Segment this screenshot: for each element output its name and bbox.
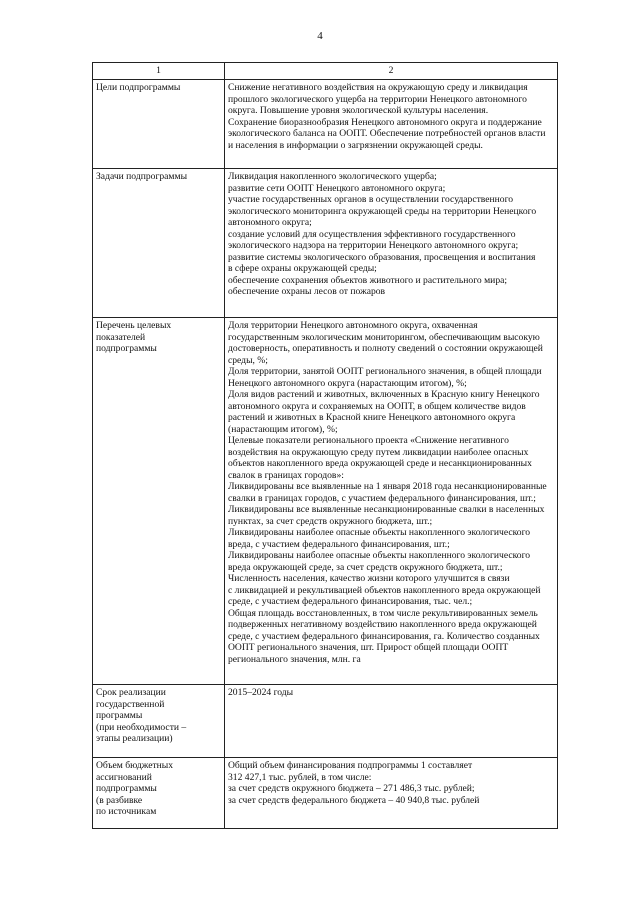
text-line: воздействия на окружающую среду путем ликвидации наиболее опасных xyxy=(228,446,529,458)
text-line: государственным экологическим мониторингом, обеспечивающим высокую xyxy=(228,331,540,343)
table-row xyxy=(93,758,558,829)
label-text: (в разбивке xyxy=(96,794,143,806)
row-content-indicators xyxy=(225,318,558,685)
label-text: показателей xyxy=(96,331,146,343)
table-header-row xyxy=(93,63,558,80)
text-line: (нарастающим итогом), %; xyxy=(228,423,338,435)
text-line: 312 427,1 тыс. рублей, в том числе: xyxy=(228,771,372,783)
label-text: Задачи подпрограммы xyxy=(96,171,188,182)
text-line: Ликвидированы наиболее опасные объекты накопленного экологического xyxy=(228,550,531,561)
table-row xyxy=(93,318,558,685)
label-text: Срок реализации xyxy=(96,687,166,698)
text-line: развитие системы экологического образования, просвещения и воспитания xyxy=(228,251,536,263)
text-line: свалок в границах городов»: xyxy=(228,469,344,481)
text-line: участие государственных органов в осуществлении государственного xyxy=(228,194,514,205)
label-text: программы xyxy=(96,710,143,721)
label-text: Цели подпрограммы xyxy=(96,82,181,93)
text-line: вреда окружающей среде, за счет средств окружного бюджета, шт.; xyxy=(228,561,503,573)
label-text: подпрограммы xyxy=(96,343,157,354)
text-line: обеспечение охраны лесов от пожаров xyxy=(228,286,386,297)
text-line: Ликвидация накопленного экологического ущерба; xyxy=(228,171,437,182)
text-line: ООПТ регионального значения, шт. Прирост общей площади ООПТ xyxy=(228,642,509,653)
text-line: в сфере охраны окружающей среды; xyxy=(228,263,377,274)
row-content-period xyxy=(225,685,558,758)
text-line: Сохранение биоразнообразия Ненецкого автономного округа и поддержание xyxy=(228,116,542,128)
text-line: с ликвидацией и рекультивацией объектов накопленного вреда окружающей xyxy=(228,584,541,596)
text-line: Доля видов растений и животных, включенных в Красную книгу Ненецкого xyxy=(228,389,540,400)
text-line: Ликвидированы все выявленные несанкционированные свалки в населенных xyxy=(228,504,545,515)
page-number: 4 xyxy=(317,30,323,42)
text-line: создание условий для осуществления эффективного государственного xyxy=(228,228,516,240)
row-label-goals xyxy=(93,80,225,169)
text-line: растений и животных в Красной книге Ненецкого автономного округа xyxy=(228,412,516,423)
text-line: и населения в информации о загрязнении окружающей среды. xyxy=(228,139,483,151)
text-line: Доля территории, занятой ООПТ регионального значения, в общей площади xyxy=(228,366,542,377)
row-label-tasks xyxy=(93,169,225,318)
text-line: округа. Повышение уровня экологической культуры населения. xyxy=(228,105,489,116)
table-row xyxy=(93,685,558,758)
row-label-budget xyxy=(93,758,225,829)
text-line: Общая площадь восстановленных, в том числе рекультивированных земель xyxy=(228,607,538,619)
text-line: среде, с участием федерального финансирования, га. Количество созданных xyxy=(228,630,540,642)
label-text: (при необходимости – xyxy=(96,721,187,733)
row-content-budget xyxy=(225,758,558,829)
text-line: Ликвидированы наиболее опасные объекты накопленного экологического xyxy=(228,527,531,538)
column-header-1: 1 xyxy=(93,63,225,80)
table-row xyxy=(93,169,558,318)
text-line: среде, с участием федерального финансирования, тыс. чел.; xyxy=(228,596,473,607)
row-label-indicators xyxy=(93,318,225,685)
label-text: ассигнований xyxy=(96,771,152,783)
label-text: государственной xyxy=(96,698,165,710)
column-header-2: 2 xyxy=(225,63,558,80)
text-line: свалки в границах городов, с участием федерального финансирования, шт.; xyxy=(228,492,536,504)
table-row xyxy=(93,80,558,169)
row-content-goals xyxy=(225,80,558,169)
text-line: Общий объем финансирования подпрограммы 1 составляет xyxy=(228,760,473,771)
text-line: обеспечение сохранения объектов животного и растительного мира; xyxy=(228,274,508,286)
label-text: подпрограммы xyxy=(96,783,157,794)
text-line: автономного округа и сохраняемых на ООПТ, в общем количестве видов xyxy=(228,400,526,412)
passport-table xyxy=(92,62,558,829)
label-text: по источникам xyxy=(96,806,157,817)
text-line: вреда, с участием федерального финансирования, шт.; xyxy=(228,538,450,550)
text-line: развитие сети ООПТ Ненецкого автономного округа; xyxy=(228,182,446,194)
text-line: автономного округа; xyxy=(228,217,312,228)
text-line: достоверность, оперативность и полноту сведений о состоянии окружающей xyxy=(228,343,543,354)
text-line: за счет средств федерального бюджета – 40 940,8 тыс. рублей xyxy=(228,794,480,806)
text-line: экологического мониторинга окружающей среды на территории Ненецкого xyxy=(228,205,537,217)
text-line: экологического баланса на ООПТ. Обеспечение потребностей органов власти xyxy=(228,128,546,139)
text-line: Ликвидированы все выявленные на 1 января 2018 года несанкционированные xyxy=(228,481,547,492)
text-line: Численность населения, качество жизни которого улучшится в связи xyxy=(228,573,510,584)
text-line: Снижение негативного воздействия на окружающую среду и ликвидация xyxy=(228,82,528,93)
label-text: этапы реализации) xyxy=(96,733,173,744)
text-line: прошлого экологического ущерба на территории Ненецкого автономного xyxy=(228,93,527,105)
text-line: подверженных негативному воздействию накопленного вреда окружающей xyxy=(228,619,537,630)
text-line: Доля территории Ненецкого автономного округа, охваченная xyxy=(228,320,478,331)
label-text: Перечень целевых xyxy=(96,320,172,331)
label-text: Объем бюджетных xyxy=(96,760,174,771)
text-line: Ненецкого автономного округа (нарастающим итогом), %; xyxy=(228,377,467,389)
text-line: экологического надзора на территории Ненецкого автономного округа; xyxy=(228,240,519,251)
row-content-tasks xyxy=(225,169,558,318)
text-line: регионального значения, млн. га xyxy=(228,653,361,665)
text-line: среды, %; xyxy=(228,354,268,366)
text-line: Целевые показатели регионального проекта «Снижение негативного xyxy=(228,435,509,446)
text-line: за счет средств окружного бюджета – 271 486,3 тыс. рублей; xyxy=(228,783,475,794)
row-label-period xyxy=(93,685,225,758)
text-line: пунктах, за счет средств окружного бюджета, шт.; xyxy=(228,515,433,527)
text-line: объектов накопленного вреда окружающей среде и несанкционированных xyxy=(228,458,532,469)
text-line: 2015–2024 годы xyxy=(228,687,294,698)
